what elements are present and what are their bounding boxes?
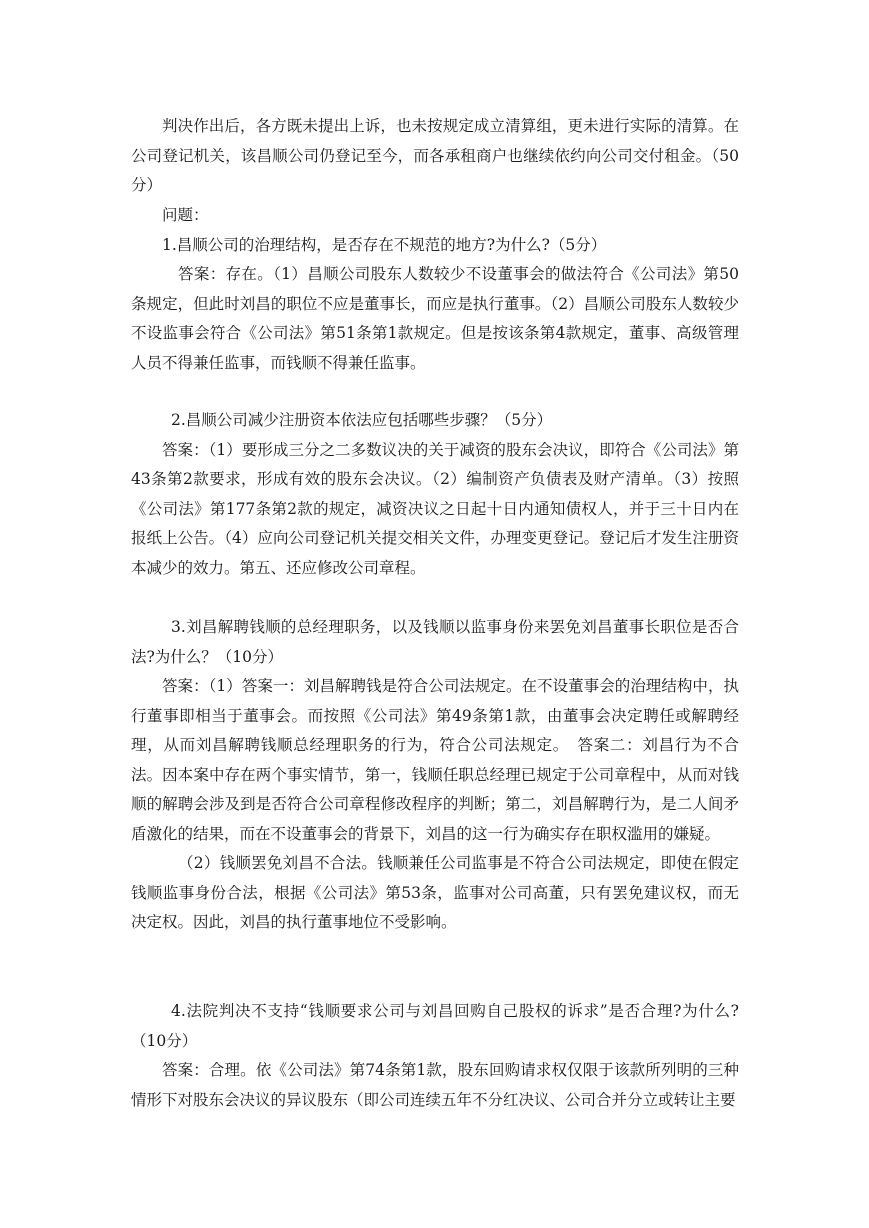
answer-1: 答案：存在。（1）昌顺公司股东人数较少不设董事会的做法符合《公司法》第50条规定，但此时刘昌的职位不应是董事长，而应是执行董事。（2）昌顺公司股东人数较少不设监事会符合《公司法》第51条第1款规定。但是按该条第4款规定，董事、高级管理人员不得兼任监事，而钱顺不得兼任监事。 bbox=[131, 265, 739, 372]
intro-section bbox=[131, 112, 739, 201]
question-1: 1.昌顺公司的治理结构，是否存在不规范的地方?为什么?（5分） bbox=[162, 235, 607, 254]
answer-3-part-2: （2）钱顺罢免刘昌不合法。钱顺兼任公司监事是不符合公司法规定，即使在假定钱顺监事身份合法，根据《公司法》第53条，监事对公司高董，只有罢免建议权，而无决定权。因此，刘昌的执行董事地位不受影响。 bbox=[131, 854, 739, 931]
answer-2: 答案：（1）要形成三分之二多数议决的关于减资的股东会决议，即符合《公司法》第43条第2款要求，形成有效的股东会决议。（2）编制资产负债表及财产清单。（3）按照《公司法》第177条第2款的规定，减资决议之日起十日内通知债权人，并于三十日内在报纸上公告。（4）应向公司登记机关提交相关文件，办理变更登记。登记后才发生注册资本减少的效力。第五、还应修改公司章程。 bbox=[131, 440, 739, 577]
question-3: 3.刘昌解聘钱顺的总经理职务，以及钱顺以监事身份来罢免刘昌董事长职位是否合法?为什么？（10分） bbox=[131, 618, 739, 666]
question-4: 4.法院判决不支持“钱顺要求公司与刘昌回购自己股权的诉求”是否合理?为什么?（10分） bbox=[131, 1002, 739, 1050]
question-2: 2.昌顺公司减少注册资本依法应包括哪些步骤？（5分） bbox=[171, 411, 553, 429]
questions-section bbox=[131, 201, 739, 378]
questions-label: 问题： bbox=[162, 206, 209, 224]
intro-paragraph: 判决作出后，各方既未提出上诉，也未按规定成立清算组，更未进行实际的清算。在公司登记机关，该昌顺公司仍登记至今，而各承租商户也继续依约向公司交付租金。（50分） bbox=[131, 117, 739, 194]
answer-3-part-1: 答案：（1）答案一：刘昌解聘钱是符合公司法规定。在不设董事会的治理结构中，执行董事即相当于董事会。而按照《公司法》第49条第1款，由董事会决定聘任或解聘经理，从而刘昌解聘钱顺总经理职务的行为，符合公司法规定。 答案二：刘昌行为不合法。因本案中存在两个事实情节，第一，钱顺任职总经理已规定于公司章程中，从而对钱顺的解聘会涉及到是否符合公司章程修改程序的判断；第二，刘昌解聘行为，是二人间矛盾激化的结果，而在不设董事会的背景下，刘昌的这一行为确实存在职权滥用的嫌疑。 bbox=[131, 677, 739, 843]
question-3-section bbox=[131, 613, 739, 938]
question-2-section bbox=[131, 406, 739, 583]
answer-4: 答案：合理。依《公司法》第74条第1款，股东回购请求权仅限于该款所列明的三种情形下对股东会决议的异议股东（即公司连续五年不分红决议、公司合并分立或转让主要 bbox=[131, 1061, 739, 1109]
question-4-section bbox=[131, 997, 739, 1115]
